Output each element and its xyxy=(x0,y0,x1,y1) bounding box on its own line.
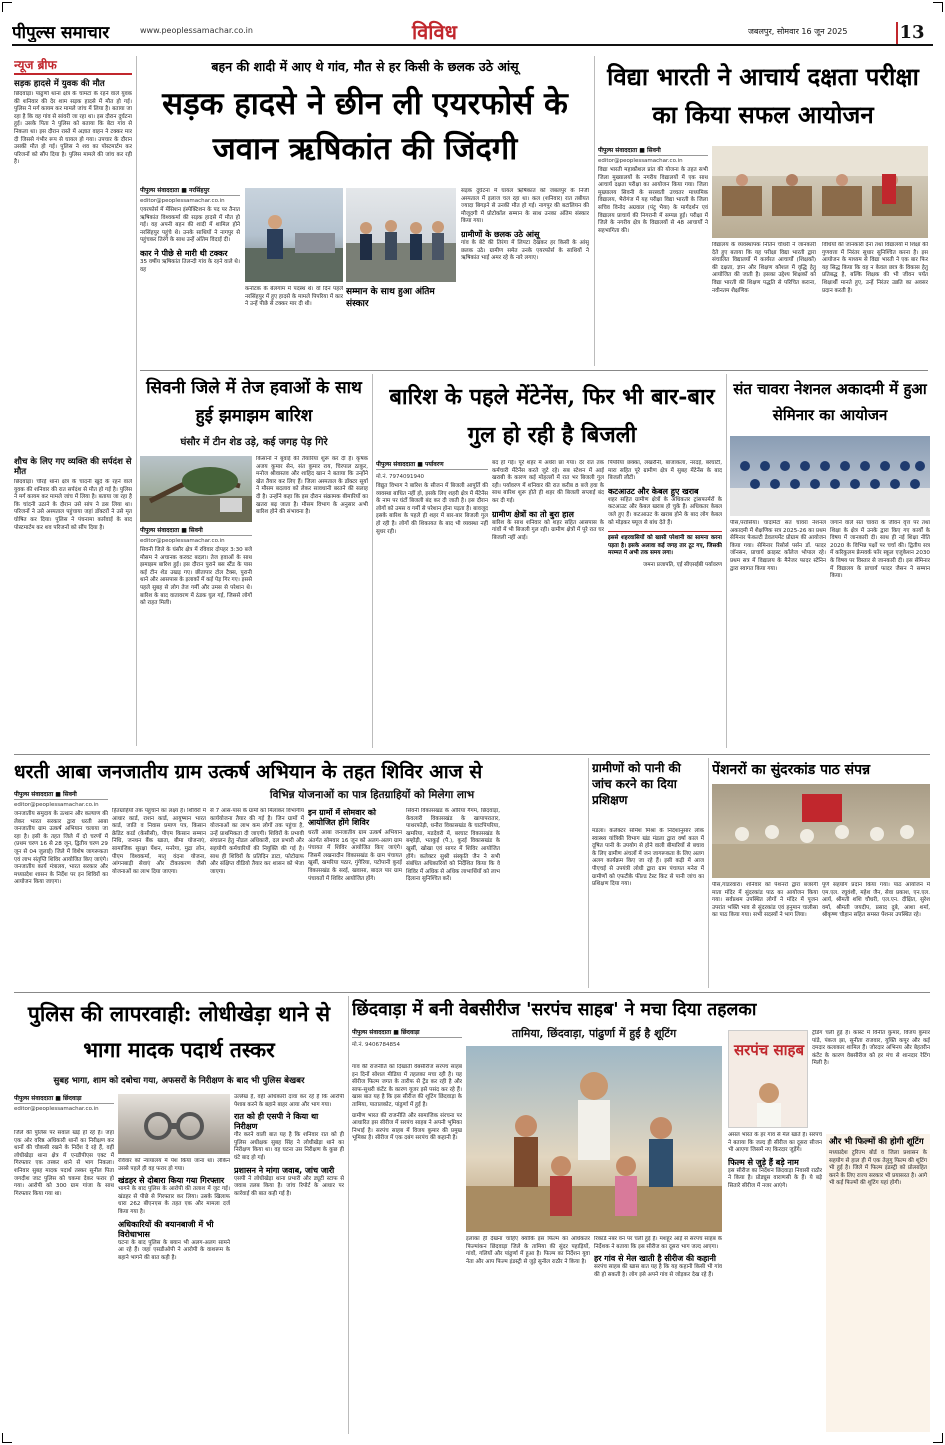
subheading: अधिकारियों की बयानबाजी में भी विरोधाभास xyxy=(118,1219,214,1239)
subheading: कटआउट और केबल हुए खराब xyxy=(608,486,699,496)
article-text: 35 वर्षीय ऋषिकांत तिलन्दी गांव के रहने वाले थे। वह xyxy=(140,258,240,273)
subheading: ग्रामीण क्षेत्रों का तो बुरा हाल xyxy=(492,509,574,519)
section-rule xyxy=(140,370,928,371)
deck-text: तामिया, छिंदवाड़ा, पांढुर्णा में हुई है शूटिंग xyxy=(511,1027,677,1040)
article-text: विद्यालय के व्यवस्थापक नितिन चौधरी ने जानकारी देते हुए बताया कि यह परीक्षा विद्या भारती द्वारा संचालित विद्यालयों में कार्यरत आचार्यों (शिक्षकों) की दक्षता, ज्ञान और शिक्षण कौशल में वृद्धि हेतु आयोजित की जाती है। इसका उद्देश्य शिक्षकों को विद्या भारती की शिक्षण पद्धति से परिचित कराना, नवीनतम शैक्षणिक xyxy=(712,242,816,294)
deck-text: विभिन्न योजनाओं का पात्र हितग्राहियों को मिलेगा लाभ xyxy=(269,789,475,801)
subheading: फिल्म से जुड़े हैं बड़े नाम xyxy=(728,1157,799,1167)
camp-col-2 xyxy=(112,808,206,986)
masthead-rule xyxy=(12,44,933,46)
email: editor@peoplessamachar.co.in xyxy=(14,1106,99,1112)
subheading: प्रशासन ने मांगा जवाब, जांच जारी xyxy=(234,1165,335,1175)
article-text: जिले की पुलिस पर सवाल खड़े हो रहे हैं। जहां एक ओर वरिष्ठ अधिकारी थानों का निरीक्षण कर थानों की चौकसी रखने के निर्देश दे रहे हैं, वहीं लोधीखेड़ा थाना क्षेत्र में एनडीपीएस एक्ट में गिरफ्तार एक तस्कर थाने से भाग निकला। शनिवार सुबह मादक पदार्थ तस्कर सुनील पिता जगदीश जाट पुलिस को चकमा देकर फरार हो गया। आरोपी को 300 ग्राम गांजा के साथ गिरफ्तार किया गया था। xyxy=(14,1130,114,1197)
byline: पीपुल्स संवाददाता ■ सिवनी xyxy=(598,146,708,156)
pension-col-1 xyxy=(712,882,818,988)
column-divider xyxy=(348,996,349,1434)
camp-col-3 xyxy=(210,808,304,986)
poster-title: सरपंच साहब xyxy=(733,1041,805,1059)
subheading: कार ने पीछे से मारी थी टक्कर xyxy=(140,248,228,258)
site-url: www.peoplessamachar.co.in xyxy=(140,26,253,35)
article-text: ट्रेडिंग चली हुई है। कास्ट में विनीत कुमार, विजय कुमार पांडे, पंकज झा, सुनीता राजवार, युक्ति कपूर और कई दमदार कलाकार शामिल हैं। जोरदार अभिनय और बेहतरीन कंटेंट के कारण वेबसीरीज को हर मंच से शानदार रेटिंग मिली है। xyxy=(812,1030,930,1067)
quote-attribution: जमना प्रजापति, एई सीएसईबी पर्यावरण xyxy=(643,561,722,568)
police-col-2 xyxy=(118,1158,230,1432)
soldier-photo xyxy=(245,188,343,282)
police-col-3 xyxy=(234,1094,344,1432)
article-text: धरती आबा जनजातीय ग्राम उत्कर्ष अभियान अंतर्गत सोमवार 16 जून को अलग-अलग ग्राम पंचायत में शिविर आयोजित किए जाएंगे। जिसमें लखनादौन विकासखंड के ग्राम पंचायत खुर्सी, खमरिया पठार, गुंगेरिया, पटोपानी कुरई विकासखंड के सरई, खवासा, बादल पार ग्राम पंचायतों में शिविर आयोजित होंगे। xyxy=(308,830,402,882)
seminar-col-1 xyxy=(730,520,826,748)
water-col-1 xyxy=(592,828,704,988)
article-text: बारिश के साथ शनिवार को शहर सहित आसपास के गांवों में भी बिजली गुल रही। ग्रामीण क्षेत्रों में पूरे रात घर बिजली नहीं आई। xyxy=(492,519,604,541)
article-text: असल भारत के हर गांव से मेल खाते हैं। सरपंच ने बताया कि जल्द ही सीरीज का दूसरा सीजन भी आएगा जिसमें नए किरदार जुड़ेंगे। xyxy=(728,1132,822,1154)
article-text: सरपंच साहब की खास बात यह है कि यह कहानी किसी भी गांव की हो सकती है। लोग इसे अपने गांव से जोड़कर देख रहे हैं। xyxy=(594,1264,722,1278)
article-text: गांव के बेटे की तिरंगा में लिपटा देखकर हर किसी के आंसू छलक उठे। ग्रामीण समेत उनके एयरफोर्स के साथियों ने ऋषिकांत भाई अमर रहे के नारे लगाए। xyxy=(461,239,589,262)
webseries-col-1 xyxy=(352,1064,462,1432)
subheading: हर गांव से मेल खाती है सीरीज की कहानी xyxy=(594,1254,716,1264)
subheading: और भी फिल्मों की होगी शूटिंग xyxy=(829,1137,924,1147)
byline: पीपुल्स संवाददाता ■ पर्यावरण xyxy=(376,460,488,470)
page-number: 13 xyxy=(896,22,926,44)
camp-headline: धरती आबा जनजातीय ग्राम उत्कर्ष अभियान के तहत शिविर आज से xyxy=(14,761,483,783)
mobile-number: मो.नं. 7974091940 xyxy=(376,474,425,480)
brief-body: छिंदवाड़ा। पांढुर्णा थाना क्षेत्र के चामटा के रहने वाले युवक की शनिवार की देर शाम सड़क हादसे में मौत हो गई। पुलिस ने मर्ग कायम कर मामले जांच में लिया है। बताया जा रहा है कि वह गांव से सांवरी जा रहा था। इस दौरान दुर्घटना हुई। उसके पिता ने पुलिस को बताया कि बेटा गांव से निकला था। इस दौरान रास्ते में अज्ञात वाहन ने टक्कर मार दी जिससे गंभीर रूप से घायल हो गया। उपचार के दौरान उसकी मौत हो गई। पुलिस ने शव का पोस्टमार्टम कर परिजनों को सौंप दिया है। पुलिस मामले की जांच कर रही है। xyxy=(14,91,132,166)
article-text: पीसं,परासिया। चांदामेटा संत चावरा नेशनल अकादमी में शैक्षणिक सत्र 2025-26 का प्रथम सेमिनार फेकल्टी डेवलपमेंट प्रोग्राम की आयोजन किया गया। सेमिनार रिसोर्स पर्सन डॉ. फादर जॉनसन, प्राचार्य क्राइस्ट कॉलेज भोपाल रहे। प्रथम सत्र में विद्यालय के मैनेजर फादर स्टेनिन द्वारा स्वागत किया गया। xyxy=(730,520,826,572)
vidya-headline: विद्या भारती ने आचार्य दक्षता परीक्षा का किया सफल आयोजन xyxy=(607,62,919,129)
seminar-group-photo xyxy=(730,436,930,516)
article-text: जगाने वाले संत चावरा के जीवन वृत्त पर तथा शिक्षा के क्षेत्र में उनके द्वारा किए गए कार्यों के विषय में जानकारी दी। साथ ही नई शिक्षा नीति 2020 के विभिन्न पक्षों पर चर्चा की। द्वितीय सत्र में करिकुलम फ्रेमवर्क फॉर स्कूल एजुकेशन 2030 के विषय पर विस्तार से जानकारी दी। इस सेमिनार में विद्यालय के प्राचार्य फादर जैसन ने सम्मान किया। xyxy=(830,520,930,580)
section-rule xyxy=(14,992,930,993)
column-divider xyxy=(594,56,595,366)
byline: पीपुल्स संवाददाता ■ सिवनी xyxy=(14,790,108,800)
byline: पीपुल्स संवाददाता ■ छिंदवाड़ा xyxy=(14,1094,114,1104)
column-divider xyxy=(708,758,709,988)
article-text: गौर करने वाली बात यह है कि शनिवार रात को ही पुलिस अधीक्षक सुबह सिंह ने लोधीखेड़ा थाने का निरीक्षण किया था। वह घटना उस निरीक्षण के कुछ ही घंटे बाद हो गई। xyxy=(234,1132,344,1161)
kicker-text: बहन की शादी में आए थे गांव, मौत से हर किसी के छलक उठे आंसू xyxy=(211,59,519,74)
honour-photo xyxy=(346,188,456,282)
byline: पीपुल्स संवाददाता ■ नरसिंहपुर xyxy=(140,186,240,196)
seminar-headline: संत चावरा नेशनल अकादमी में हुआ सेमिनार का आयोजन xyxy=(733,380,927,424)
article-text: मंडला। कलेक्टर सोमेश मिश्रा के निर्देशानुसार लोक स्वास्थ्य यांत्रिकी विभाग खंड मंडला द्वारा वर्षा काल में दूषित पानी के उपयोग से होने वाली बीमारियों से बचाव के लिए ग्रामीण अंचलों में जन जागरूकता के लिए अलग अलग कार्यक्रम किए जा रहे हैं। इसी कड़ी में आज पीएचई से उपयंत्री लोधी द्वारा ग्राम पंचायत मनेरा में ग्रामीणों को एफटीके फील्ड टेस्ट किट से पानी जांच का प्रशिक्षण दिया गया। xyxy=(592,828,704,888)
article-text: विद्युत विभाग ने बारिश के सीजन में बिजली आपूर्ति की व्यवस्था बाधित नहीं हो, इसके लिए शहरी क्षेत्र में मेंटेनेंस के नाम पर घंटों बिजली बंद कर दी जाती है। इस दौरान लोगों को उमस व गर्मी से परेशान होना पड़ता है। बावजूद इसके बारिश के पहले ही शहर में बार-बार बिजली गुल हो रही है। लोगों की शिकायत के बाद भी व्यवस्था नहीं सुधर रही। xyxy=(376,483,488,535)
caption-text: सम्मान के साथ हुआ अंतिम संस्कार xyxy=(346,287,435,309)
brief-body: छिंदवाड़ा। चौरई थाना क्षेत्र के चांदनी खुर्द के रहने वाले युवक की शनिवार की रात सर्पदंश से मौत हो गई है। पुलिस ने मर्ग कायम कर मामले जांच में लिया है। बताया जा रहा है कि चांदनी उठाने के दौरान उसे सांप ने डस लिया था। परिजनों ने उसे अस्पताल पहुंचाया जहां डॉक्टरों ने उसे मृत घोषित कर दिया। पुलिस ने पंचनामा कार्रवाई के बाद पोस्टमार्टम कर शव परिजनों को सौंप दिया है। xyxy=(14,479,132,531)
article-text: गांव की राजनीति को दिखाती वेबसीरीज सरपंच साहब इन दिनों सोशल मीडिया में तहलका मचा रही है। यह सीरीज फिल्म जगत के तारीफ से ट्रेंड कर रही है और साफ-सुथरी कंटेंट के कारण यूजर इसे पसंद कर रहे हैं। खास बात यह है कि इस सीरीज की शूटिंग छिंदवाड़ा के तामिया, पातालकोट, पांढुर्णा में हुई है। xyxy=(352,1064,462,1108)
airforce-col-3 xyxy=(461,188,589,366)
article-text: रविवार को न्यायालय में पेश किया जाना था। लेकिन उससे पहले ही वह फरार हो गया। xyxy=(118,1158,230,1172)
power-col-3 xyxy=(608,460,722,750)
crop-mark xyxy=(933,2,943,12)
article-text: भागने के बाद पुलिस के आरोपी की तलाश में जुट गई। खंडहर से पीछे से गिरफ्तार कर लिया। उसके खिलाफ धारा 262 बीएनएस के तहत एक और मामला दर्ज किया गया है। xyxy=(118,1186,230,1215)
article-text: ग्रामीण भारत की राजनीति और सामाजिक संरचना पर आधारित इस सीरीज में सरपंच साहब ने अपनी भूमिका निभाई है। सरपंच साहब में विजय कुमार की प्रमुख भूमिका है। सीरीज में एक दबंग सरपंच की कहानी है। xyxy=(352,1112,462,1142)
camp-col-1 xyxy=(14,790,108,986)
article-text: उल्लेख है, वहीं अधिकारी दावा कर रहे हैं कि आरोपी पेशाब करने के बहाने बाहर आया और भाग गया। xyxy=(234,1094,344,1108)
mobile-number: मो.नं. 9406784854 xyxy=(352,1042,401,1048)
article-text: सिवनी जिले के घंसौर क्षेत्र में रविवार दोपहर 3:30 बजे मौसम ने अचानक करवट बदला। तेज हवाओं के साथ झमाझम बारिश हुई। इस दौरान पुराने बस स्टैंड के पास कई टीन शेड उखड़ गए। छीतापार टोल टैक्स, पुरानी थाने और आसपास के इलाकों में कई पेड़ गिर गए। इससे पहले सुबह से लोग तेज गर्मी और उमस से परेशान थे। बारिश के बाद वातावरण में ठंडक घुल गई, जिससे लोगों को राहत मिली। xyxy=(140,547,252,607)
section-title: विविध xyxy=(412,20,457,42)
handcuff-photo xyxy=(118,1094,230,1154)
article-text: मध्यप्रदेश टूरिज्म बोर्ड व जिला प्रशासन के सहयोग से हाल ही में एक तेलुगु फिल्म की शूटिंग भी हुई है। जिले में फिल्म इंडस्ट्री को प्रोत्साहित करने के लिए राज्य सरकार भी प्रयासरत है। आगे भी कई फिल्मों की शूटिंग यहां होगी। xyxy=(829,1150,927,1187)
subheading: इन ग्रामों में सोमवार को आयोजित होंगे शिविर xyxy=(308,808,377,827)
column-divider xyxy=(588,758,589,988)
exam-hall-photo xyxy=(712,146,928,238)
webseries-col-3 xyxy=(466,1236,590,1432)
storm-col-2 xyxy=(256,456,368,748)
deck-text: सुबह भागा, शाम को दबोचा गया, अफसरों के निरीक्षण के बाद भी पुलिस बेखबर xyxy=(53,1076,305,1086)
news-brief-column xyxy=(14,56,132,746)
seminar-col-2 xyxy=(830,520,930,748)
brief-heading: सड़क हादसे में युवक की मौत xyxy=(14,79,105,89)
column-divider xyxy=(726,374,727,748)
article-text: इस सीरीज का निर्देशन छिंदवाड़ा निवासी राठौर ने किया है। प्रोड्यूस वाराणसी के हैं। ये बड़े सितारे सीरीज में नजर आएंगे। xyxy=(728,1167,822,1189)
webseries-sidebar-box xyxy=(826,1134,930,1432)
column-divider xyxy=(372,374,373,748)
pension-headline: पेंशनरों का सुंदरकांड पाठ संपन्न xyxy=(712,762,871,778)
article-text: पूर्ण सहयोग प्रदान किया गया। पाठ आयोजन में एम.एल. रघुवंशी, महेश जैन, सेवा प्रकाश, एन.एल. आर्य, श्रीमती शशि चौधरी, एल.एन. दीक्षित, सुरेश वर्मा, श्रीमती जयदीप, प्रसाद दुबे, आशा शर्मा, श्रीकृष्ण चौहान सहित समस्त पेंशनर उपस्थित रहे। xyxy=(822,882,930,919)
power-col-1 xyxy=(376,460,488,750)
masthead xyxy=(12,18,933,42)
dateline: जबलपुर, सोमवार 16 जून 2025 xyxy=(748,27,848,36)
article-text: विधियों की जानकारी देना तथा विद्यालयों में शिक्षा की गुणवत्ता में निरंतर सुधार सुनिश्चित करना है। इस आयोजन के माध्यम से विद्या भारती ने एक बार फिर यह सिद्ध किया कि वह न केवल छात्र के विकास हेतु प्रतिबद्ध है, बल्कि शिक्षक की भी जीवन पर्यंत शिक्षार्थी मानते हुए, उन्हें निरंतर उन्नति का अवसर प्रदान करती है। xyxy=(822,242,928,294)
vidya-col-1 xyxy=(598,146,708,366)
police-headline: पुलिस की लापरवाही: लोधीखेड़ा थाने से भागा मादक पदार्थ तस्कर xyxy=(27,1001,331,1062)
water-headline: ग्रामीणों को पानी की जांच करने का दिया प्रशिक्षण xyxy=(592,761,681,807)
quote-box xyxy=(608,531,722,568)
article-text: सड़क दुर्घटना में घायल ऋषिकांत को जबलपुर के निजी अस्पताल में इलाज चल रहा था। कल (शनिवार) रात तबीयत ज्यादा बिगड़ने से उनकी मौत हो गई। नागपुर की बटालियन की मौजूदगी में प्रोटोकॉल सम्मान के साथ उनका अंतिम संस्कार किया गया। xyxy=(461,188,589,225)
camp-deck xyxy=(160,788,584,804)
article-text: सिवनी विकासखंड के ओरिया गैंगम, छिंदवाड़ा, केवलारी विकासखंड के खापापरातार, पाथरफोड़ी, धनौरा विकासखंड के घाटपिपरिया, खमरिया, मडदेवरी में, बरघाट विकासखंड के बम्होड़ी, भतकुई (पै.), कुरई विकासखंड के खुर्सी, खोखा एवं सागर में शिविर आयोजित होंगे। कलेक्टर सुश्री संस्कृति जैन ने सभी संबंधित अधिकारियों को निर्देशित किया कि वे शिविर में अधिक से अधिक लाभार्थियों को लाभ दिलाना सुनिश्चित करें। xyxy=(406,808,500,883)
police-deck xyxy=(14,1074,344,1090)
news-brief-label: न्यूज ब्रीफ xyxy=(14,56,132,75)
section-rule xyxy=(14,754,930,755)
airforce-col-1 xyxy=(140,186,240,366)
camp-col-5 xyxy=(406,808,500,986)
article-text: हितग्राहियों तक पहुंचाने का लक्ष्य है। शिविरों में आधार कार्ड, राशन कार्ड, आयुष्मान भारत कार्ड, जाति व निवास प्रमाण पत्र, किसान क्रेडिट कार्ड (केसीसी), पीएम किसान सम्मान निधि, जनधन बैंक खाता, बीमा योजनाएं, सामाजिक सुरक्षा पेंशन, मनरेगा, मुद्रा लोन, पीएम विश्वकर्मा, मातृ वंदना योजना, आंगनबाड़ी सेवाएं और टीकाकरण जैसी योजनाओं का लाभ दिया जाएगा। xyxy=(112,808,206,875)
byline: पीपुल्स संवाददाता ■ छिंदवाड़ा xyxy=(352,1028,462,1038)
webseries-col-4 xyxy=(594,1236,722,1432)
caption-text: कर्नाटक के बेलगाम में पदस्थ थे। वो दिन पहले नरसिंहपुर में हुए हादसे के मामले पिपरिया में कार ने उन्हें पीछे से टक्कर मार दी थी। xyxy=(245,286,343,308)
power-headline: बारिश के पहले मेंटेनेंस, फिर भी बार-बार गुल हो रही है बिजली xyxy=(389,384,715,448)
article-text: जनजातीय समुदाय के उत्थान और कल्याण की लेकर भारत सरकार द्वारा धरती आबा जनजातीय ग्राम उत्कर्ष अभियान चलाया जा रहा है। इसी के तहत जिले में दो चरणों में (प्रथम चरण 16 से 28 जून, द्वितीय चरण 29 जून से 04 जुलाई) जिले में विशेष जागरूकता एवं लाभ संतृप्ति शिविर आयोजित किए जाएंगे। जनजातीय कार्य मंत्रालय, भारत सरकार और मध्यप्रदेश शासन के निर्देश पर इन शिविरों का आयोजन किया जाएगा। xyxy=(14,811,108,886)
article-text: से 7 आस-पास के ग्रामों को मिलाकर विभागीय कार्ययोजना तैयार की गई है। जिन ग्रामों में योजनाओं का लाभ कम लोगों तक पहुंचा है, उन्हें प्राथमिकता दी जाएगी। शिविरों के प्रभावी संचालन हेतु नोडल अधिकारी, दल प्रभारी और सहयोगी कर्मचारियों की नियुक्ति की गई है। साथ ही शिविरों के प्रतिदिन डाटा, फोटोग्राफ और संक्षिप्त वीडियो तैयार कर शासन को भेजा जाएगा। xyxy=(210,808,304,875)
email: editor@peoplessamachar.co.in xyxy=(598,158,683,164)
email: editor@peoplessamachar.co.in xyxy=(140,198,225,204)
article-text: शहर सहित ग्रामीण क्षेत्रों के अधिकतर ट्रांसफार्मरों के कटआउट और केबल खराब हो चुके हैं। अधिकतर केबल जले हुए हैं। कटआउट के खराब होने के बाद लोग केबल को मोड़कर फ्यूज से बांध देते हैं। xyxy=(608,496,722,526)
airforce-kicker xyxy=(140,58,590,78)
article-text: एसपी ने लोधीखेड़ा थाना प्रभारी और ड्यूटी स्टाफ से जवाब तलब किया है। जांच रिपोर्ट के आधार पर कार्रवाई की बात कही गई है। xyxy=(234,1175,344,1197)
sundarkand-photo xyxy=(712,784,930,878)
pension-col-2 xyxy=(822,882,930,988)
email: editor@peoplessamachar.co.in xyxy=(140,538,225,544)
photo-caption xyxy=(346,286,456,366)
police-col-1 xyxy=(14,1130,114,1432)
webseries-deck xyxy=(466,1026,722,1044)
article-text: किसानों ने बुवाई की तैयारियां शुरू कर दी हैं। कृषक अजय कुमार सेन, संत कुमार राय, चिरपाल ठाकुर, मनोज श्रीवास्तव और शाहिद खान ने बताया कि उन्होंने खेत तैयार कर लिए हैं। जिला अस्पताल के डॉक्टर सूर्या ने मौसम बदलाव को लेकर सावधानी बरतने की सलाह दी है। उन्होंने कहा कि इस दौरान संक्रामक बीमारियों का खतरा बढ़ जाता है। मौसम विभाग के अनुसार अभी बारिश होने की संभावना है। xyxy=(256,456,368,516)
brief-heading: शौच के लिए गए व्यक्ति की सर्पदंश से मौत xyxy=(14,457,132,477)
color-registration-bar xyxy=(0,1437,945,1443)
vidya-col-3 xyxy=(822,242,928,366)
article-text: विद्या भारती महाकौशल प्रांत की योजना के तहत सभी जिला मुख्यालयों के नगरीय विद्यालयों में एक साथ आचार्य दक्षता परीक्षा का आयोजन किया गया। जिला मुख्यालय सिवनी के सरस्वती उच्चतर माध्यमिक विद्यालय, भैरोगंज में यह परीक्षा विद्या भारती के जिला सचिव विनोद अग्रवाल (पंटू भैया) के मार्गदर्शन एवं विद्यालय प्राचार्य की निगरानी में सम्पन्न हुई। परीक्षा में जिले के नगरीय क्षेत्र के विद्यालयों से 48 आचार्यों ने सहभागिता की। xyxy=(598,167,708,234)
quote-text: इससे शहरवासियों को खासी परेशानी का सामना करना पड़ता है। इसके अलावा कई जगह तार टूट गए, जिसकी मरम्मत में अभी तक समय लगा। xyxy=(608,535,722,557)
fallen-tree-photo xyxy=(140,456,252,522)
storm-col-1 xyxy=(140,526,252,748)
webseries-cast-photo xyxy=(466,1046,722,1232)
email: editor@peoplessamachar.co.in xyxy=(14,802,99,808)
webseries-col-6 xyxy=(812,1030,930,1132)
article-text: पिपरिया छक्का, लखरौनी, बाजाकला, नरदई, बरघाटी, मारा सहित पूरे ग्रामीण क्षेत्र में सुबह मेंटेनेंस के बाद बिजली लौटी। xyxy=(608,460,722,482)
deck-text: घंसौर में टीन शेड उड़े, कई जगह पेड़ गिरे xyxy=(180,437,328,448)
photo-caption xyxy=(245,286,343,366)
storm-headline: सिवनी जिले में तेज हवाओं के साथ हुई झमाझम बारिश xyxy=(146,378,362,426)
article-text: घटना के बाद पुलिस के बयान भी अलग-अलग सामने आ रहे हैं। जहां एसडीओपी ने आरोपी के वाशरूम के बहाने भागने की बात कही है। xyxy=(118,1239,230,1261)
article-text: इलाका ही देखना चाहिए क्योंकि इस फिल्म का अधिकतर फिल्मांकन छिंदवाड़ा जिले के तामिया की सुंदर पहाड़ियों, गांवों, गलियों और पांढुर्णा में हुआ है। फिल्म का निर्देशन युवा नेता और आप फिल्म इंडस्ट्री से जुड़े सुनील राठौर ने किया है। xyxy=(466,1236,590,1265)
airforce-headline: सड़क हादसे ने छीन ली एयरफोर्स के जवान ऋषिकांत की जिंदगी xyxy=(162,86,568,167)
crop-mark xyxy=(2,2,12,12)
camp-col-4 xyxy=(308,808,402,986)
byline: पीपुल्स संवाददाता ■ सिवनी xyxy=(140,526,252,536)
column-divider xyxy=(136,56,137,746)
webseries-col-5 xyxy=(728,1132,822,1432)
article-text: बंद हो गई। पूरे शहर में अंधेरा छा गया। देर रात तक कर्मचारी मेंटेनेंस करते जुटे रहे। सब स्टेशन में आई खराबी के कारण कई मोहल्लों में रात भर बिजली गुल रही। पर्यावरण में शनिवार की रात करीब 8 बजे हवा के साथ बारिश शुरू होते ही शहर की बिजली सप्लाई बंद कर दी गई। xyxy=(492,460,604,504)
subheading: ग्रामीणों के छलक उठे आंसू xyxy=(461,229,540,239)
article-text: पीसं,गाडरवारा। शनिवार को पेंशनरों द्वारा बजरंगी माता मंदिर में सुंदरकांड पाठ का आयोजन किया गया। सर्वप्रथम उपस्थित लोगों ने मंदिर में पूजन उपरांत भक्ति भाव से सुंदरकांड एवं हनुमान चालीसा का पाठ किया गया। सभी सदस्यों ने भाग लिया। xyxy=(712,882,818,919)
webseries-headline: छिंदवाड़ा में बनी वेबसीरीज 'सरपंच साहब' ने मचा दिया तहलका xyxy=(352,1000,757,1020)
storm-deck xyxy=(140,434,368,452)
article-text: रिकार्ड नंबर वन पर चली हुई है। मशहूर आई से सरपंच साहब के निर्देशक ने बताया कि इस सीरीज का दूसरा भाग जल्द आएगा। xyxy=(594,1236,722,1250)
webseries-poster xyxy=(728,1030,808,1128)
power-col-2 xyxy=(492,460,604,750)
webseries-byline-box xyxy=(352,1028,462,1062)
article-text: एयरफोर्स में मेंसिशन इंस्पेक्टिशन के पद पर तैनात ऋषिकांत विश्वकर्मा की सड़क हादसे में मौत हो गई। वह अपनी बहन की शादी में शामिल होने नरसिंहपुर पहुंचे थे। उनके साथियों ने नागपुर से पहुंचकर तिरंगे के साथ उन्हें अंतिम विदाई दी। xyxy=(140,207,240,244)
vidya-col-2 xyxy=(712,242,816,366)
police-byline-box xyxy=(14,1094,114,1128)
brand-logo: पीपुल्स समाचार xyxy=(12,23,110,42)
subheading: रात को ही एसपी ने किया था निरीक्षण xyxy=(234,1112,319,1132)
subheading: खंडहर से दोबारा किया गया गिरफ्तार xyxy=(118,1176,225,1186)
